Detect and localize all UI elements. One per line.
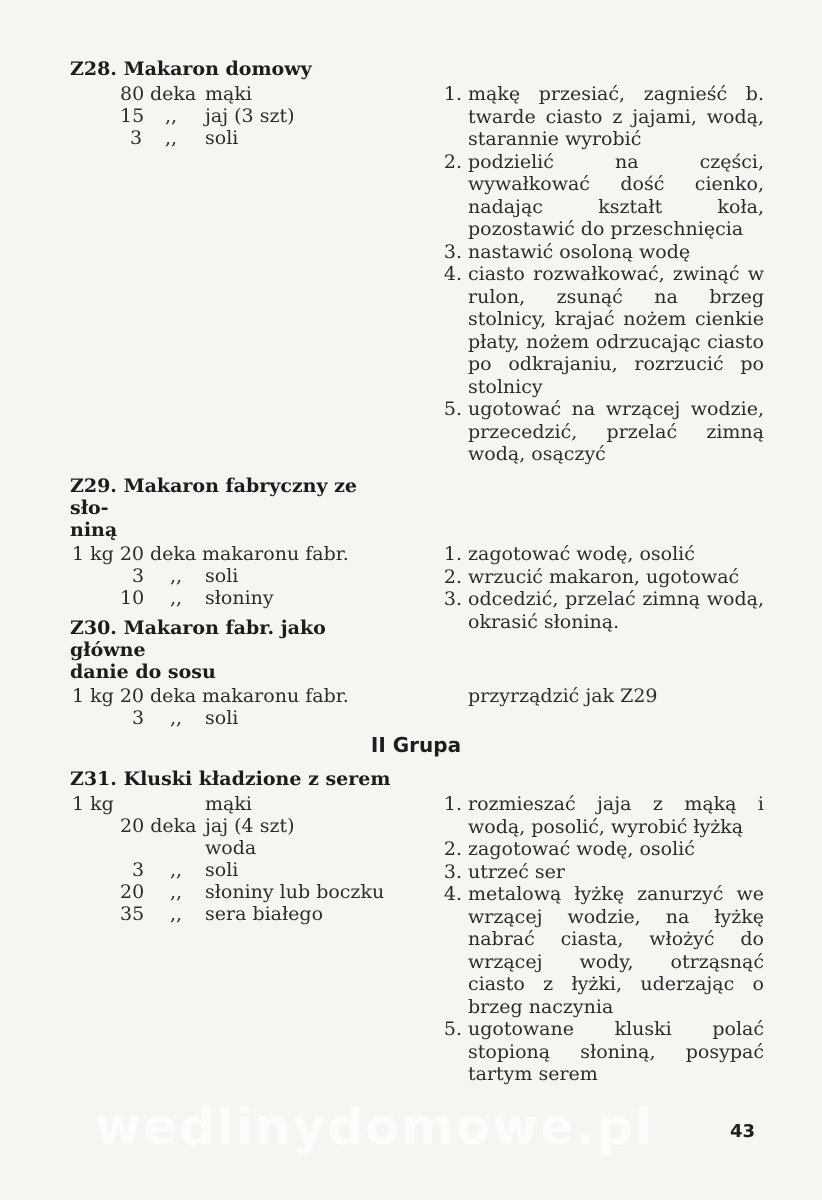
recipe-code: Z31. [70, 768, 117, 790]
recipe-code: Z28. [70, 58, 117, 80]
ingredient-row: 3 ,, soli [132, 859, 239, 881]
step-item: 5. ugotować na wrzącej wodzie, przecedzić, przelać zimną wodą, osączyć [443, 398, 764, 465]
ingredient-row: 1 kg mąki [72, 793, 252, 815]
recipe-z31 [70, 768, 764, 1090]
recipe-title [70, 58, 400, 80]
recipe-title: Z29. Makaron fabryczny ze sło- niną [70, 475, 358, 541]
ingredient-list [70, 793, 430, 925]
step-item: 1. zagotować wodę, osolić [443, 543, 695, 565]
step-item: 1. rozmieszać jaja z mąką i wodą, posolić, wyrobić łyżką [443, 793, 764, 838]
recipe-name: Kluski kładzione z serem [123, 768, 391, 790]
step-item: 4. metalową łyżkę zanurzyć we wrzącej wodzie, na łyżkę nabrać ciasta, włożyć do wrzącej wody, otrząsnąć ciasto z łyżki, uderzając o brzeg naczynia [443, 883, 764, 1018]
ingredient-row: 3 ,, soli [130, 127, 239, 149]
recipe-name: Makaron domowy [123, 58, 312, 80]
step-list [434, 83, 764, 466]
step-item: 2. zagotować wodę, osolić [443, 838, 695, 860]
ingredient-row: 1 kg 20 deka makaronu fabr. [72, 543, 349, 565]
step-item: 3. nastawić osoloną wodę [443, 240, 691, 263]
watermark: wedlinydomowe.pl [95, 1098, 654, 1156]
recipe-z30 [70, 617, 760, 733]
group-heading: II Grupa [370, 733, 462, 757]
ingredient-list [70, 685, 430, 729]
step-item: 1. mąkę przesiać, zagnieść b. twarde ciasto z jajami, wodą, starannie wyrobić [443, 83, 764, 150]
step-item: 4. ciasto rozwałkować, zwinąć w rulon, zsunąć na brzeg stolnicy, krajać nożem cienkie płaty, nożem odrzucając ciasto po odkrajaniu, rozrzucić po stolnicy [443, 263, 764, 398]
step-item: 5. ugotowane kluski polać stopioną słoniną, posypać tartym serem [443, 1018, 764, 1085]
ingredient-row: 20 deka jaj (4 szt) [120, 815, 295, 837]
step-item: 3. utrzeć ser [443, 860, 565, 883]
step-item: 3. odcedzić, przelać zimną wodą, okrasić słoniną. [443, 588, 764, 633]
ingredient-row: 1 kg 20 deka makaronu fabr. [72, 685, 349, 707]
recipe-z28 [70, 58, 764, 500]
page-number: 43 [730, 1121, 756, 1142]
recipe-z29 [70, 475, 764, 636]
ingredient-list [70, 543, 430, 609]
ingredient-row: 3 ,, soli [132, 565, 239, 587]
ingredient-row: 20 ,, słoniny lub boczku [120, 881, 385, 903]
recipe-title [70, 768, 430, 790]
ingredient-row: 3 ,, soli [132, 707, 239, 729]
step-list [434, 685, 764, 707]
recipe-title: Z30. Makaron fabr. jako główne danie do sosu [70, 617, 326, 683]
ingredient-row: 80 deka mąki [120, 83, 252, 105]
ingredient-row: 10 ,, słoniny [120, 587, 274, 609]
step-instruction: przyrządzić jak Z29 [468, 685, 658, 707]
ingredient-row: woda [205, 837, 257, 859]
recipe-code: Z30. [70, 617, 117, 639]
ingredient-row: 15 ,, jaj (3 szt) [120, 105, 295, 127]
step-item: 2. wrzucić makaron, ugotować [443, 565, 740, 588]
recipe-code: Z29. [70, 475, 117, 497]
step-item: 2. podzielić na części, wywałkować dość cienko, nadając kształt koła, pozostawić do przeschnięcia [443, 150, 764, 240]
step-list [434, 793, 764, 1086]
ingredient-row: 35 ,, sera białego [120, 903, 324, 925]
ingredient-list [70, 83, 430, 149]
